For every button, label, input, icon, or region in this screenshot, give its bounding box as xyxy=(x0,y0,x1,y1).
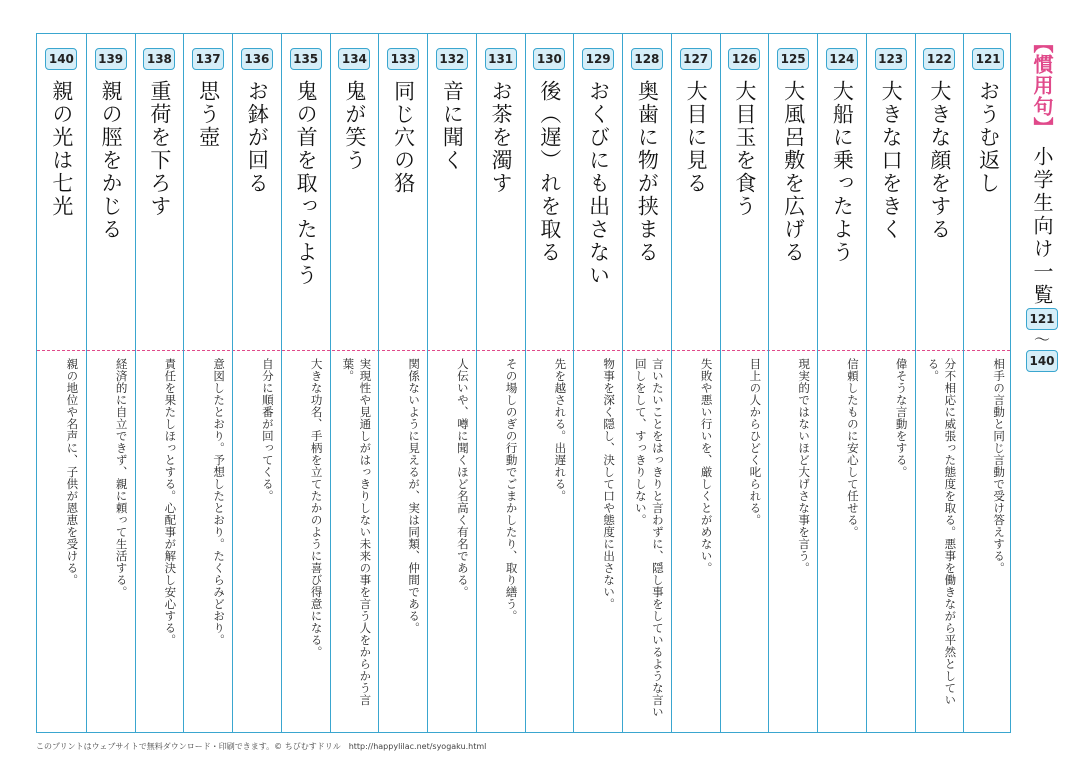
idiom-meaning: 親の地位や名声に、子供が恩恵を受ける。 xyxy=(65,358,80,586)
idiom-phrase: 大船に乗ったよう xyxy=(830,80,855,264)
idiom-phrase: 大きな口をきく xyxy=(879,80,904,241)
idiom-column xyxy=(281,34,330,732)
idiom-meaning: 自分に順番が回ってくる。 xyxy=(260,358,275,502)
idiom-number-badge: 138 xyxy=(143,48,175,70)
idiom-column xyxy=(37,34,86,732)
idiom-column xyxy=(525,34,574,732)
idiom-column xyxy=(135,34,184,732)
worksheet-title xyxy=(1032,33,1052,307)
idiom-meaning: 相手の言動と同じ言動で受け答えする。 xyxy=(992,358,1007,574)
idiom-phrase: 後（遅）れを取る xyxy=(537,80,562,264)
footer-note: このプリントはウェブサイトで無料ダウンロード・印刷できます。© ちびむすドリル http://happylilac.net/syogaku.html xyxy=(36,742,487,751)
idiom-meaning: 先を越される。出遅れる。 xyxy=(553,358,568,502)
idiom-column xyxy=(183,34,232,732)
idiom-meaning: 責任を果たしほっとする。心配事が解決し安心する。 xyxy=(163,358,178,646)
idiom-meaning: 現実的ではないほど大げさな事を言う。 xyxy=(797,358,812,574)
idiom-phrase: おくびにも出さない xyxy=(586,80,611,287)
idiom-column xyxy=(671,34,720,732)
idiom-phrase: お茶を濁す xyxy=(489,80,514,195)
idiom-meaning: 目上の人からひどく叱られる。 xyxy=(748,358,763,526)
range-end-badge: 140 xyxy=(1026,350,1058,372)
idiom-number-badge: 128 xyxy=(631,48,663,70)
idiom-column xyxy=(720,34,769,732)
idiom-phrase: 親の光は七光 xyxy=(49,80,74,218)
idiom-number-badge: 136 xyxy=(241,48,273,70)
idiom-meaning: 失敗や悪い行いを、厳しくとがめない。 xyxy=(699,358,714,574)
idiom-phrase: 大風呂敷を広げる xyxy=(781,80,806,264)
idiom-meaning: 信頼したものに安心して任せる。 xyxy=(845,358,860,538)
idiom-meaning: 言いたいことをはっきりと言わずに、隠し事をしているような言い回しをして、すっきりしない。 xyxy=(633,358,665,718)
idiom-phrase: 大きな顔をする xyxy=(927,80,952,241)
idiom-number-badge: 126 xyxy=(728,48,760,70)
idiom-phrase: おうむ返し xyxy=(976,80,1001,195)
idiom-meaning: 物事を深く隠し、決して口や態度に出さない。 xyxy=(602,358,617,610)
idiom-number-badge: 133 xyxy=(387,48,419,70)
idiom-column xyxy=(378,34,427,732)
idiom-column xyxy=(86,34,135,732)
idiom-column xyxy=(817,34,866,732)
idiom-column xyxy=(330,34,379,732)
idiom-phrase: 奥歯に物が挟まる xyxy=(635,80,660,264)
idiom-column xyxy=(768,34,817,732)
idiom-phrase: 鬼が笑う xyxy=(342,80,367,172)
idiom-phrase: 親の脛をかじる xyxy=(99,80,124,241)
idiom-phrase: 思う壺 xyxy=(196,80,221,149)
idiom-meaning: 実現性や見通しがはっきりしない未来の事を言う人をからかう言葉。 xyxy=(341,358,373,706)
number-range xyxy=(1026,308,1058,372)
idiom-phrase: 鬼の首を取ったよう xyxy=(294,80,319,287)
idiom-column xyxy=(573,34,622,732)
idiom-meaning: 分不相応に威張った態度を取る。悪事を働きながら平然としている。 xyxy=(926,358,958,706)
idiom-meaning: 人伝いや、噂に聞くほど名高く有名である。 xyxy=(455,358,470,598)
idiom-number-badge: 123 xyxy=(875,48,907,70)
idiom-number-badge: 140 xyxy=(45,48,77,70)
idiom-meaning: 関係ないように見えるが、実は同類、仲間である。 xyxy=(407,358,422,634)
side-panel xyxy=(1020,33,1064,393)
idiom-number-badge: 122 xyxy=(923,48,955,70)
idiom-column xyxy=(622,34,671,732)
idiom-number-badge: 137 xyxy=(192,48,224,70)
idiom-column xyxy=(476,34,525,732)
idiom-number-badge: 131 xyxy=(485,48,517,70)
idiom-meaning: 偉そうな言動をする。 xyxy=(894,358,909,478)
range-separator: 〜 xyxy=(1033,330,1050,349)
idiom-number-badge: 130 xyxy=(533,48,565,70)
idiom-number-badge: 139 xyxy=(95,48,127,70)
idiom-column xyxy=(963,34,1012,732)
idiom-column xyxy=(232,34,281,732)
idiom-number-badge: 134 xyxy=(338,48,370,70)
idiom-phrase: 同じ穴の狢 xyxy=(391,80,416,195)
idiom-number-badge: 132 xyxy=(436,48,468,70)
idiom-number-badge: 135 xyxy=(290,48,322,70)
idiom-phrase: 音に聞く xyxy=(440,80,465,172)
idiom-phrase: 重荷を下ろす xyxy=(147,80,172,218)
idiom-meaning: 意図したとおり。予想したとおり。たくらみどおり。 xyxy=(212,358,227,646)
idiom-number-badge: 124 xyxy=(826,48,858,70)
idiom-table xyxy=(36,33,1011,733)
idiom-phrase: 大目に見る xyxy=(684,80,709,195)
idiom-phrase: お鉢が回る xyxy=(245,80,270,195)
idiom-meaning: その場しのぎの行動でごまかしたり、取り繕う。 xyxy=(504,358,519,622)
idiom-number-badge: 127 xyxy=(680,48,712,70)
idiom-column xyxy=(915,34,964,732)
idiom-meaning: 大きな功名、手柄を立てたかのように喜び得意になる。 xyxy=(309,358,324,658)
idiom-number-badge: 129 xyxy=(582,48,614,70)
range-start-badge: 121 xyxy=(1026,308,1058,330)
idiom-column xyxy=(427,34,476,732)
idiom-number-badge: 121 xyxy=(972,48,1004,70)
idiom-column xyxy=(866,34,915,732)
category-tag: 【慣用句】 xyxy=(1030,33,1054,138)
idiom-number-badge: 125 xyxy=(777,48,809,70)
idiom-phrase: 大目玉を食う xyxy=(732,80,757,218)
worksheet-subtitle: 小学生向け一覧 xyxy=(1030,146,1054,307)
idiom-meaning: 経済的に自立できず、親に頼って生活する。 xyxy=(114,358,129,598)
